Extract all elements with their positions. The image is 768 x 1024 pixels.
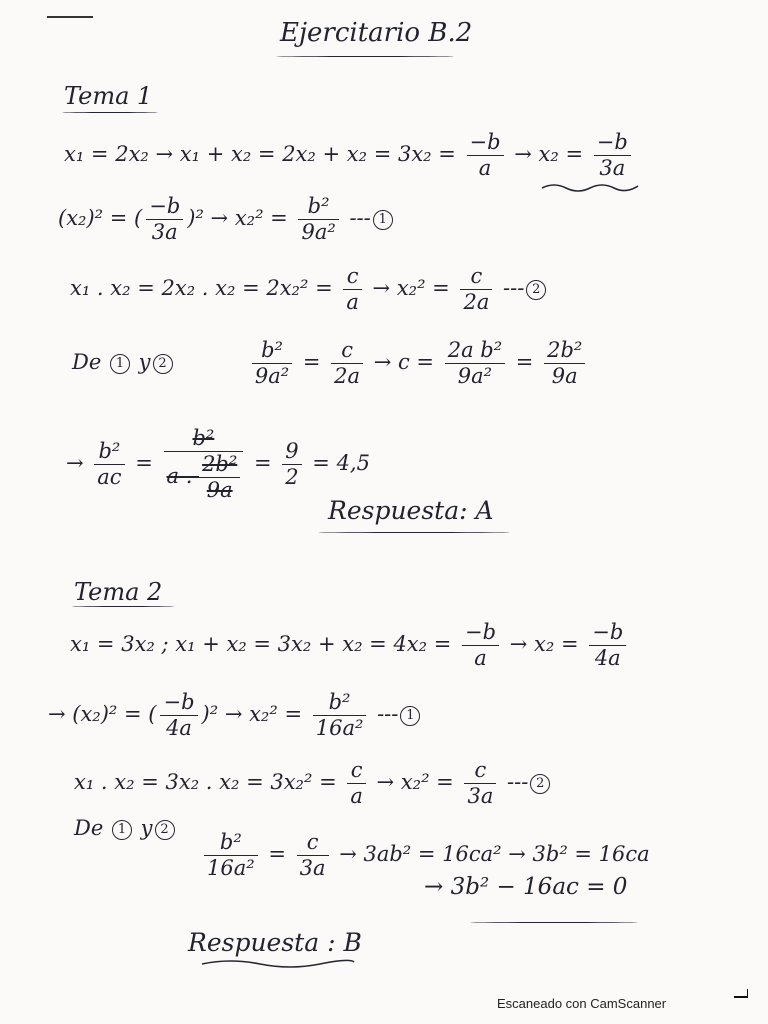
numerator: 9 [282, 441, 301, 465]
tema2-result-underline [470, 922, 638, 923]
equation-text: → [66, 451, 91, 475]
fraction [331, 340, 363, 387]
denominator: 16a² [207, 856, 255, 880]
fraction [204, 832, 258, 879]
fraction [94, 441, 124, 488]
circled-number: 2 [526, 280, 546, 300]
corner-mark-icon [734, 988, 748, 998]
page-title: Ejercitario B.2 [280, 18, 473, 48]
fraction [282, 441, 301, 488]
equation-text: --- [342, 206, 371, 230]
equation-text: --- [370, 702, 399, 726]
tema1-line5 [66, 428, 370, 501]
fraction [460, 266, 492, 313]
denominator: 9a² [301, 220, 336, 244]
denominator: 2a [463, 290, 490, 314]
equation-text: --- [500, 770, 529, 794]
numerator: −b [594, 132, 631, 156]
denominator: a [346, 290, 359, 314]
numerator: c [347, 760, 366, 784]
denominator: 9a [206, 478, 233, 502]
numerator: c [464, 760, 496, 784]
tema2-line3 [74, 760, 552, 807]
equation-text: --- [496, 276, 525, 300]
tema1-heading: Tema 1 [64, 82, 153, 110]
numerator: −b [467, 132, 504, 156]
tema2-line1 [70, 622, 630, 669]
fraction [160, 692, 197, 739]
equation-text: → (x₂)² = ( [48, 702, 157, 726]
denominator: 3a [299, 856, 326, 880]
denominator: 16a² [315, 716, 364, 740]
numerator: b² [313, 692, 367, 716]
fraction [594, 132, 631, 179]
denominator: a [350, 784, 363, 808]
denominator: 3a [151, 220, 178, 244]
tema1-answer: Respuesta: A [328, 496, 494, 525]
tema2-heading-underline [72, 606, 174, 607]
tema1-line2 [58, 196, 395, 243]
denominator: a [478, 156, 492, 180]
equation-text: = [247, 451, 279, 475]
tema2-line4b [200, 832, 650, 879]
fraction [467, 132, 504, 179]
numerator: b² [164, 428, 244, 452]
numerator: c [331, 340, 363, 364]
numerator: 2a b² [445, 340, 505, 364]
circled-number: 1 [112, 820, 132, 840]
numerator: c [343, 266, 362, 290]
equation-text: → 3ab² = 16ca² → 3b² = 16ca [332, 842, 650, 866]
equation-text: x₁ . x₂ = 2x₂ . x₂ = 2x₂² = [70, 276, 340, 300]
equation-text: y [140, 816, 153, 840]
denominator: 4a [594, 646, 621, 670]
numerator: b² [252, 340, 292, 364]
equation-text: = [509, 350, 541, 374]
circled-number: 2 [155, 820, 175, 840]
tema2-line2 [48, 692, 422, 739]
equation-text: (x₂)² = ( [58, 206, 143, 230]
circled-number: 2 [530, 774, 550, 794]
denominator: ac [97, 465, 122, 489]
numerator: 2b² [544, 340, 585, 364]
numerator: −b [146, 196, 183, 220]
equation-text: x₁ . x₂ = 3x₂ . x₂ = 3x₂² = [74, 770, 344, 794]
denominator: 9a² [457, 364, 493, 388]
equation-text: De [72, 350, 102, 374]
numerator: −b [589, 622, 626, 646]
tema1-line4 [72, 340, 589, 387]
circled-number: 1 [110, 354, 130, 374]
fraction [199, 454, 240, 501]
fraction [343, 266, 362, 313]
circled-number: 1 [400, 706, 420, 726]
denominator: 2 [285, 465, 299, 489]
fraction [297, 832, 329, 879]
equation-text: a . [166, 464, 200, 488]
nested-denominator [164, 452, 244, 501]
equation-text: x₁ = 3x₂ ; x₁ + x₂ = 3x₂ + x₂ = 4x₂ = [70, 632, 459, 656]
denominator: 3a [599, 156, 626, 180]
denominator: 4a [166, 716, 192, 740]
fraction [164, 428, 244, 501]
fraction [544, 340, 585, 387]
scanner-watermark: Escaneado con CamScanner [497, 996, 667, 1011]
equation-text: y [138, 350, 151, 374]
equation-text: )² → x₂² = [201, 702, 309, 726]
denominator: a [474, 646, 487, 670]
corner-tick [47, 16, 93, 18]
denominator: 9a [551, 364, 578, 388]
fraction [464, 760, 496, 807]
fraction [298, 196, 338, 243]
equation-text: )² → x₂² = [187, 206, 295, 230]
tema1-line1 [64, 132, 635, 179]
fraction [146, 196, 183, 243]
numerator: b² [204, 832, 258, 856]
tema2-answer: Respuesta : B [188, 928, 362, 957]
fraction [347, 760, 366, 807]
equation-text: → x₂ = [507, 142, 590, 166]
numerator: c [460, 266, 492, 290]
equation-text: x₁ = 2x₂ → x₁ + x₂ = 2x₂ + x₂ = 3x₂ = [64, 142, 463, 166]
numerator: 2b² [199, 454, 240, 478]
fraction [313, 692, 367, 739]
tema2-line4 [74, 818, 177, 840]
denominator: 9a² [254, 364, 290, 388]
tema1-line3 [70, 266, 548, 313]
equation-text: → x₂² = [365, 276, 457, 300]
numerator: b² [298, 196, 338, 220]
tema1-heading-underline [62, 112, 158, 113]
equation-text: = [296, 350, 328, 374]
tema2-heading: Tema 2 [74, 578, 163, 606]
equation-text: = [128, 451, 160, 475]
numerator: b² [94, 441, 124, 465]
equation-text: = 4,5 [305, 451, 370, 475]
circled-number: 1 [373, 210, 393, 230]
equation-text: → c = [367, 350, 441, 374]
equation-text: De [74, 816, 104, 840]
numerator: −b [462, 622, 499, 646]
tema1-answer-underline [318, 532, 510, 533]
squiggle-underline [200, 956, 356, 970]
fraction [589, 622, 626, 669]
squiggle-underline [540, 180, 640, 194]
tema2-line5: → 3b² − 16ac = 0 [424, 874, 628, 900]
title-underline [276, 56, 454, 57]
fraction [252, 340, 292, 387]
denominator: 2a [334, 364, 361, 388]
circled-number: 2 [153, 354, 173, 374]
numerator: −b [160, 692, 197, 716]
equation-text: = [261, 842, 293, 866]
fraction [462, 622, 499, 669]
fraction [445, 340, 505, 387]
denominator: 3a [467, 784, 494, 808]
equation-text: → x₂ = [503, 632, 586, 656]
numerator: c [297, 832, 329, 856]
equation-text: → x₂² = [369, 770, 461, 794]
